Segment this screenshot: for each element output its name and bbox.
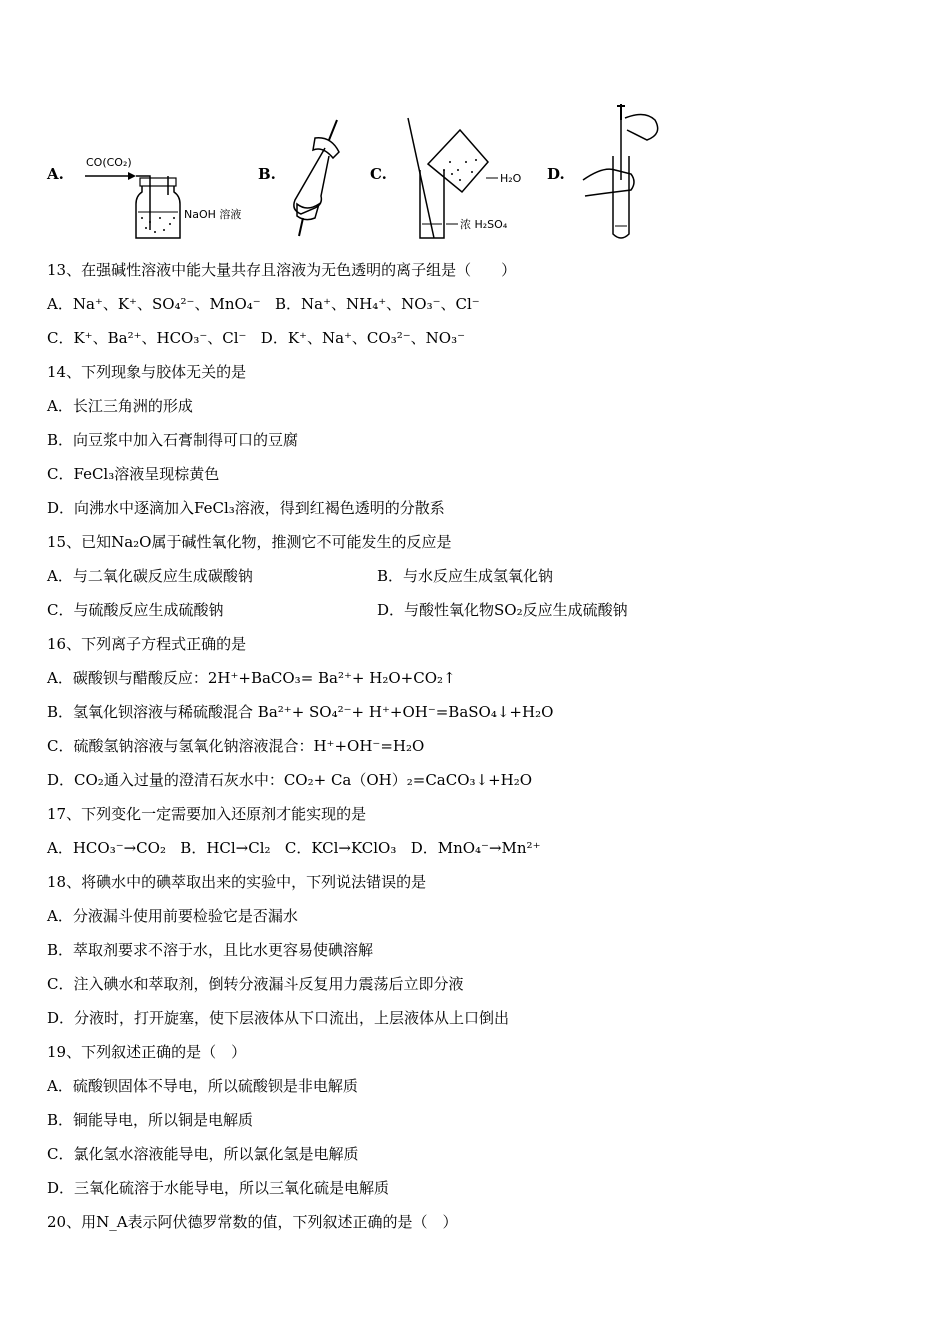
question-15-stem: 15、已知Na₂O属于碱性氧化物，推测它不可能发生的反应是 xyxy=(47,533,452,551)
q16-option-b: B．氢氧化钡溶液与稀硫酸混合 Ba²⁺+ SO₄²⁻+ H⁺+OH⁻=BaSO₄↓+H₂O xyxy=(47,703,554,721)
q16-option-c: C．硫酸氢钠溶液与氢氧化钠溶液混合：H⁺+OH⁻=H₂O xyxy=(47,737,425,755)
question-16-stem: 16、下列离子方程式正确的是 xyxy=(47,635,247,653)
figure-a-label: A. xyxy=(47,165,64,183)
q19-option-b: B．铜能导电，所以铜是电解质 xyxy=(47,1111,254,1129)
q13-option-d: D．K⁺、Na⁺、CO₃²⁻、NO₃⁻ xyxy=(260,329,466,347)
q16-option-d: D．CO₂通入过量的澄清石灰水中：CO₂+ Ca（OH）₂=CaCO₃↓+H₂O xyxy=(47,771,533,789)
q18-option-a: A．分液漏斗使用前要检验它是否漏水 xyxy=(47,907,298,925)
question-17-stem: 17、下列变化一定需要加入还原剂才能实现的是 xyxy=(47,805,367,823)
question-19-stem: 19、下列叙述正确的是（ ） xyxy=(47,1043,247,1061)
q15-option-b: B．与水反应生成氢氧化钠 xyxy=(377,567,554,585)
q13-option-c: C．K⁺、Ba²⁺、HCO₃⁻、Cl⁻ xyxy=(47,329,247,347)
acid-label: 浓 H₂SO₄ xyxy=(460,218,508,231)
separatory-funnel xyxy=(294,148,329,214)
shaking-funnel-figure xyxy=(285,100,355,245)
q15-option-c: C．与硫酸反应生成硫酸钠 xyxy=(47,601,224,619)
q17-option-a: A．HCO₃⁻→CO₂ xyxy=(47,839,166,857)
q19-option-a: A．硫酸钡固体不导电，所以硫酸钡是非电解质 xyxy=(47,1077,358,1095)
q18-option-d: D．分液时，打开旋塞，使下层液体从下口流出，上层液体从上口倒出 xyxy=(47,1009,510,1027)
question-20-stem: 20、用N_A表示阿伏德罗常数的值，下列叙述正确的是（ ） xyxy=(47,1213,458,1231)
question-13-stem: 13、在强碱性溶液中能大量共存且溶液为无色透明的离子组是（ ） xyxy=(47,261,517,279)
q19-option-d: D．三氧化硫溶于水能导电，所以三氧化硫是电解质 xyxy=(47,1179,390,1197)
hand-upper xyxy=(313,138,339,158)
dilution-figure xyxy=(400,100,545,245)
gas-label: CO(CO₂) xyxy=(86,156,132,169)
q16-option-a: A．碳酸钡与醋酸反应：2H⁺+BaCO₃= Ba²⁺+ H₂O+CO₂↑ xyxy=(47,669,456,687)
question-14-stem: 14、下列现象与胶体无关的是 xyxy=(47,363,247,381)
figure-b-label: B. xyxy=(258,165,276,183)
q13-options-row1 xyxy=(47,294,480,314)
q13-option-a: A．Na⁺、K⁺、SO₄²⁻、MnO₄⁻ xyxy=(47,295,261,313)
q17-option-b: B．HCl→Cl₂ xyxy=(180,839,271,857)
q15-option-d: D．与酸性氧化物SO₂反应生成硫酸钠 xyxy=(377,601,628,619)
question-18-stem: 18、将碘水中的碘萃取出来的实验中，下列说法错误的是 xyxy=(47,873,427,891)
q17-options-row xyxy=(47,838,540,858)
q13-option-b: B．Na⁺、NH₄⁺、NO₃⁻、Cl⁻ xyxy=(275,295,480,313)
hand-holding-tube xyxy=(583,169,634,196)
q18-option-c: C．注入碘水和萃取剂，倒转分液漏斗反复用力震荡后立即分液 xyxy=(47,975,464,993)
q17-option-d: D．MnO₄⁻→Mn²⁺ xyxy=(410,839,541,857)
solution-label: NaOH 溶液 xyxy=(184,208,242,221)
beaker-tilted xyxy=(428,130,488,192)
q19-option-c: C．氯化氢水溶液能导电，所以氯化氢是电解质 xyxy=(47,1145,359,1163)
q14-option-d: D．向沸水中逐滴加入FeCl₃溶液，得到红褐色透明的分散系 xyxy=(47,499,445,517)
q14-option-c: C．FeCl₃溶液呈现棕黄色 xyxy=(47,465,220,483)
q15-option-a: A．与二氧化碳反应生成碳酸钠 xyxy=(47,567,253,585)
q13-options-row2 xyxy=(47,328,465,348)
glass-rod xyxy=(408,118,434,238)
figure-c-label: C. xyxy=(370,165,387,183)
q17-option-c: C．KCl→KClO₃ xyxy=(284,839,397,857)
gas-washing-bottle-figure xyxy=(80,100,250,245)
water-label: H₂O xyxy=(500,172,522,185)
figure-d-label: D. xyxy=(547,165,565,183)
dropper-figure xyxy=(575,100,675,245)
q14-option-a: A．长江三角洲的形成 xyxy=(47,397,193,415)
hand-top xyxy=(625,114,658,140)
q18-option-b: B．萃取剂要求不溶于水，且比水更容易使碘溶解 xyxy=(47,941,374,959)
q14-option-b: B．向豆浆中加入石膏制得可口的豆腐 xyxy=(47,431,299,449)
